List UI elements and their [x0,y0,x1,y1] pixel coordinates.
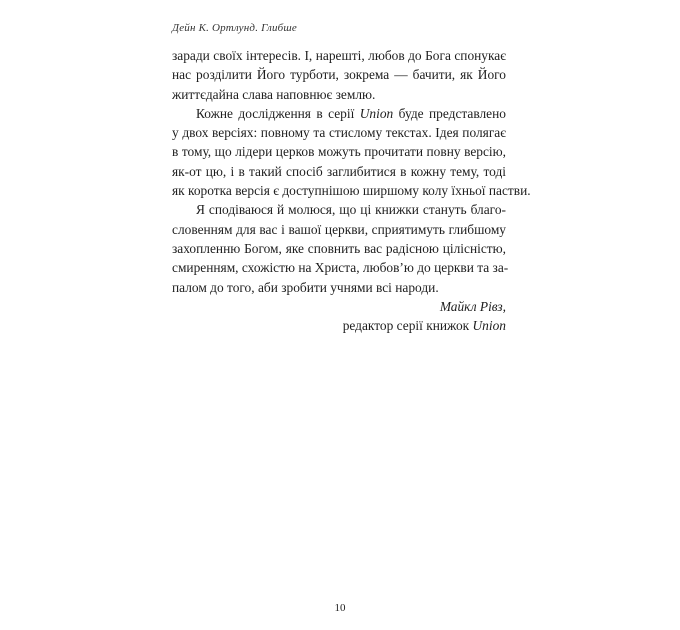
text-line: палом до того, аби зробити учнями всі народи. [172,279,439,295]
main-text [172,46,531,335]
text-line: словенням для вас і вашої церкви, сприятимуть глибшому [172,221,506,237]
text-line [172,104,506,123]
text-run: буде представлено [393,105,506,121]
text-line: заради своїх інтересів. І, нарешті, любов до Бога спонукає [172,48,506,63]
paragraph-2 [172,104,531,200]
signature-block [172,297,506,336]
series-name: Union [472,318,506,334]
paragraph-1 [172,46,506,104]
text-line: у двох версіях: повному та стислому текстах. Ідея полягає [172,125,506,141]
text-run: редактор серії книжок [342,318,473,334]
series-name: Union [359,105,394,121]
text-line: як коротка версія є доступнішою ширшому колу їхньої пастви. [172,183,531,199]
signature-role [172,316,506,335]
running-head: Дейн К. Ортлунд. Глибше [172,22,297,34]
page-number: 10 [334,602,346,614]
text-line: Я сподіваюся й молюся, що ці книжки стануть благо- [196,202,506,218]
signature-name: Майкл Рівз, [439,298,506,314]
text-line: захопленню Богом, яке сповнить вас радісною цілісністю, [172,240,506,256]
text-line: життєдайна слава наповнює землю. [172,86,376,102]
text-line: як-от цю, і в такий спосіб заглибитися в кожну тему, тоді [172,163,506,179]
paragraph-3 [172,200,509,296]
text-line: нас розділити Його турботи, зокрема — бачити, як Його [172,67,506,83]
text-run: Кожне дослідження в серії [196,105,360,121]
text-line: в тому, що лідери церков можуть прочитати повну версію, [172,144,506,160]
text-line: смиренням, схожістю на Христа, любов’ю до церкви та за- [172,260,509,276]
